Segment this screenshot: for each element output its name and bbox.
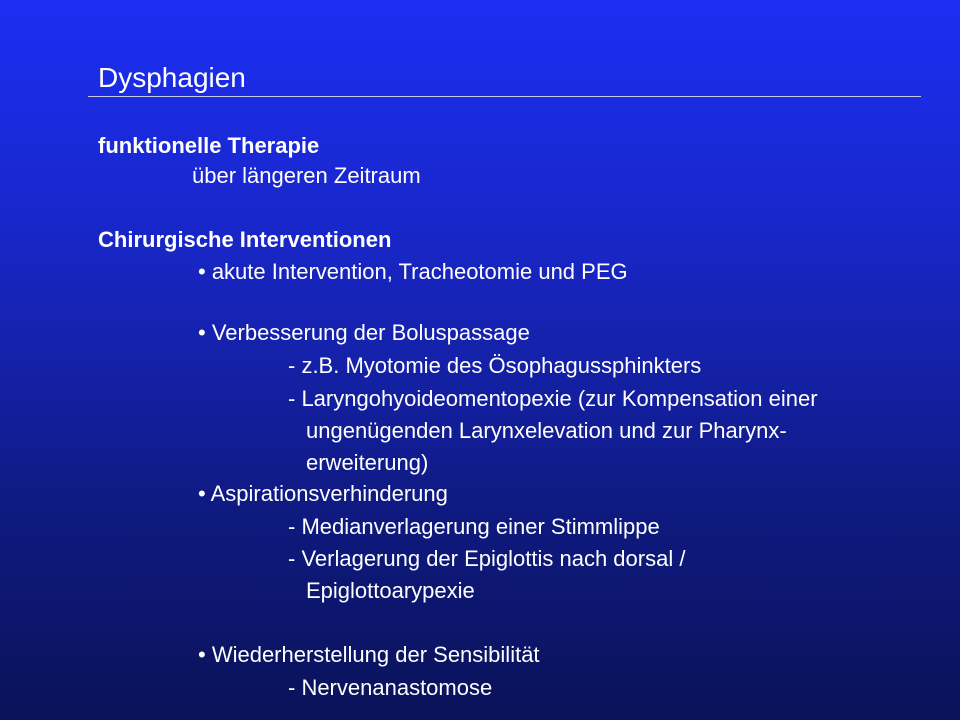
section-heading-chirurgische-interventionen: Chirurgische Interventionen <box>98 227 392 252</box>
subitem-medianverlagerung: - Medianverlagerung einer Stimmlippe <box>288 514 660 539</box>
bullet-boluspassage: • Verbesserung der Boluspassage <box>198 320 530 345</box>
subitem-myotomie: - z.B. Myotomie des Ösophagussphinkters <box>288 353 702 378</box>
subitem-laryngohyoideomentopexie-cont-2: erweiterung) <box>306 450 429 475</box>
section-heading-funktionelle-therapie: funktionelle Therapie <box>98 133 320 158</box>
bullet-akute-intervention: • akute Intervention, Tracheotomie und PEG <box>198 259 628 284</box>
bullet-aspirationsverhinderung: • Aspirationsverhinderung <box>198 481 448 506</box>
title-divider <box>88 96 921 97</box>
subitem-verlagerung-epiglottis: - Verlagerung der Epiglottis nach dorsal / <box>288 546 686 571</box>
section-text-zeitraum: über längeren Zeitraum <box>192 163 421 188</box>
subitem-epiglottoarypexie: Epiglottoarypexie <box>306 578 475 603</box>
bullet-sensibilitaet: • Wiederherstellung der Sensibilität <box>198 642 540 667</box>
slide-title: Dysphagien <box>98 62 246 93</box>
subitem-laryngohyoideomentopexie-cont-1: ungenügenden Larynxelevation und zur Pharynx- <box>306 418 787 443</box>
subitem-nervenanastomose: - Nervenanastomose <box>288 675 493 700</box>
subitem-laryngohyoideomentopexie: - Laryngohyoideomentopexie (zur Kompensation einer <box>288 386 818 411</box>
